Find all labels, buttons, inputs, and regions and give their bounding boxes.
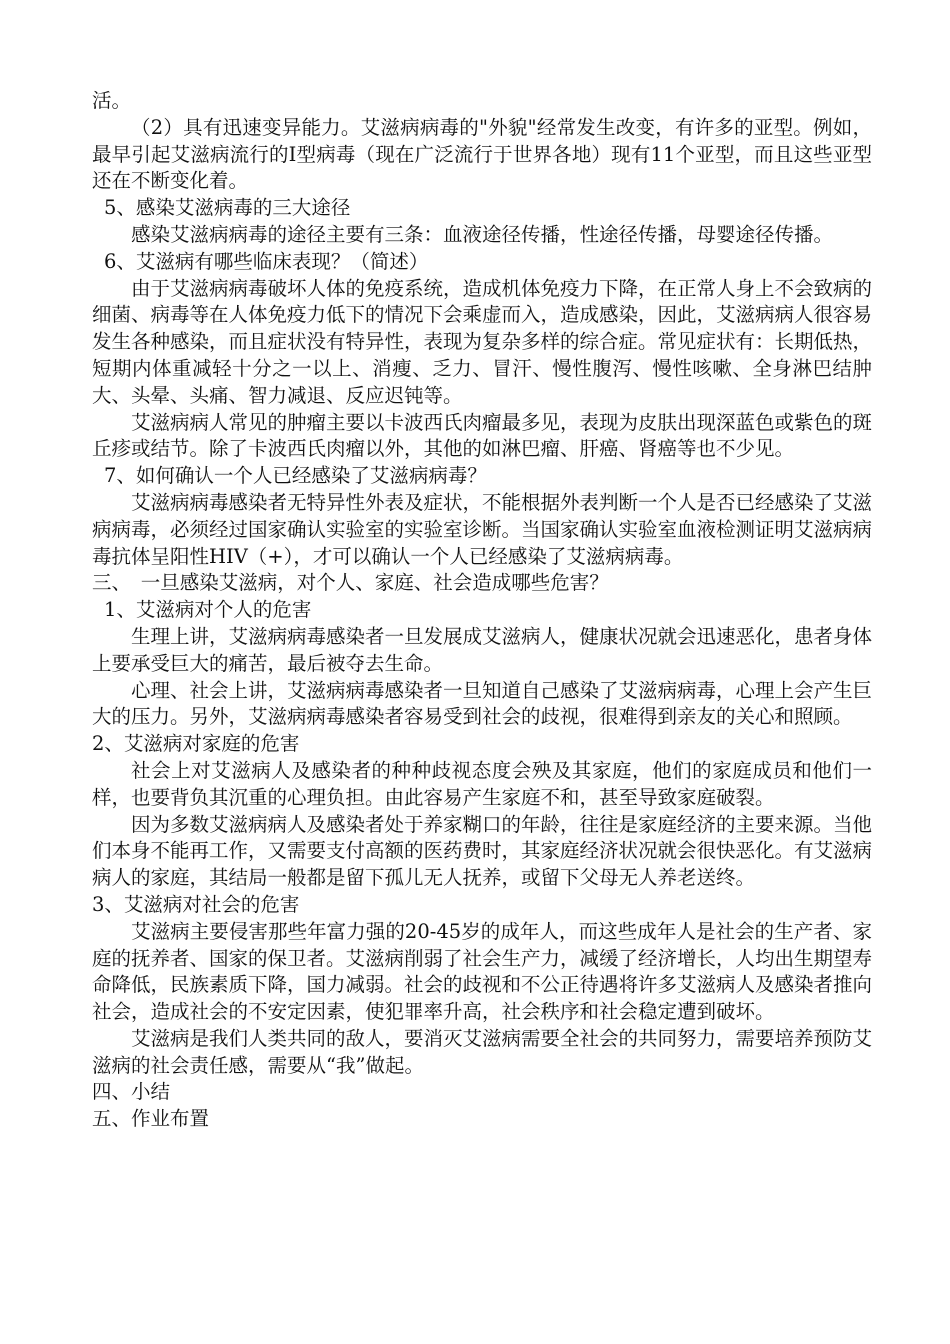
paragraph-common-enemy: 艾滋病是我们人类共同的敌人，要消灭艾滋病需要全社会的共同努力，需要培养预防艾滋病的社会责任感，需要从“我”做起。 (92, 1026, 873, 1077)
paragraph-tumors: 艾滋病病人常见的肿瘤主要以卡波西氏肉瘤最多见，表现为皮肤出现深蓝色或紫色的斑丘疹或结节。除了卡波西氏肉瘤以外，其他的如淋巴瘤、肝癌、肾癌等也不少见。 (92, 410, 873, 461)
paragraph-physical-harm: 生理上讲，艾滋病病毒感染者一旦发展成艾滋病人，健康状况就会迅速恶化，患者身体上要承受巨大的痛苦，最后被夺去生命。 (92, 624, 873, 675)
heading-clinical-symptoms: 6、艾滋病有哪些临床表现？（简述） (104, 249, 429, 273)
heading-society-harm: 3、艾滋病对社会的危害 (92, 892, 300, 916)
paragraph-transmission-routes: 感染艾滋病病毒的途径主要有三条：血液途径传播，性途径传播，母婴途径传播。 (131, 222, 834, 246)
paragraph-clinical-symptoms: 由于艾滋病病毒破坏人体的免疫系统，造成机体免疫力下降，在正常人身上不会致病的细菌、病毒等在人体免疫力低下的情况下会乘虚而入，造成感染，因此，艾滋病病人很容易发生各种感染，而且症状没有特异性，表现为复杂多样的综合症。常见症状有：长期低热，短期内体重减轻十分之一以上、消瘦、乏力、冒汗、慢性腹泻、慢性咳嗽、全身淋巴结肿大、头晕、头痛、智力减退、反应迟钝等。 (92, 276, 873, 407)
heading-individual-harm: 1、艾滋病对个人的危害 (104, 598, 312, 622)
section-heading-summary: 四、小结 (92, 1080, 171, 1104)
paragraph-confirm-infection: 艾滋病病毒感染者无特异性外表及症状，不能根据外表判断一个人是否已经感染了艾滋病病毒，必须经过国家确认实验室的实验室诊断。当国家确认实验室血液检测证明艾滋病病毒抗体呈阳性HIV（+），才可以确认一个人已经感染了艾滋病病毒。 (92, 490, 873, 568)
document-body (92, 88, 872, 1133)
heading-confirm-infection: 7、如何确认一个人已经感染了艾滋病病毒？ (104, 464, 487, 488)
paragraph-family-discrimination: 社会上对艾滋病人及感染者的种种歧视态度会殃及其家庭，他们的家庭成员和他们一样，也要背负其沉重的心理负担。由此容易产生家庭不和，甚至导致家庭破裂。 (92, 758, 872, 809)
paragraph-psychological-harm: 心理、社会上讲，艾滋病病毒感染者一旦知道自己感染了艾滋病病毒，心理上会产生巨大的压力。另外，艾滋病病毒感染者容易受到社会的歧视，很难得到亲友的关心和照顾。 (92, 678, 873, 729)
section-heading-homework: 五、作业布置 (92, 1107, 210, 1131)
paragraph-family-economy: 因为多数艾滋病病人及感染者处于养家糊口的年龄，往往是家庭经济的主要来源。当他们本身不能再工作，又需要支付高额的医药费时，其家庭经济状况就会很快恶化。有艾滋病病人的家庭，其结局一般都是留下孤儿无人抚养，或留下父母无人养老送终。 (92, 812, 873, 890)
paragraph-society-harm: 艾滋病主要侵害那些年富力强的20-45岁的成年人，而这些成年人是社会的生产者、家庭的抚养者、国家的保卫者。艾滋病削弱了社会生产力，减缓了经济增长，人均出生期望寿命降低，民族素质下降，国力减弱。社会的歧视和不公正待遇将许多艾滋病人及感染者推向社会，造成社会的不安定因素，使犯罪率升高，社会秩序和社会稳定遭到破坏。 (92, 919, 873, 1024)
section-heading-harms: 三、 一旦感染艾滋病，对个人、家庭、社会造成哪些危害？ (92, 571, 609, 595)
paragraph-continuation: 活。 (92, 89, 132, 112)
paragraph-mutation-ability: （2）具有迅速变异能力。艾滋病病毒的"外貌"经常发生改变，有许多的亚型。例如，最早引起艾滋病流行的Ⅰ型病毒（现在广泛流行于世界各地）现有11个亚型，而且这些亚型还在不断变化着。 (92, 115, 872, 193)
heading-transmission-routes: 5、感染艾滋病毒的三大途径 (104, 196, 351, 220)
heading-family-harm: 2、艾滋病对家庭的危害 (92, 732, 300, 756)
